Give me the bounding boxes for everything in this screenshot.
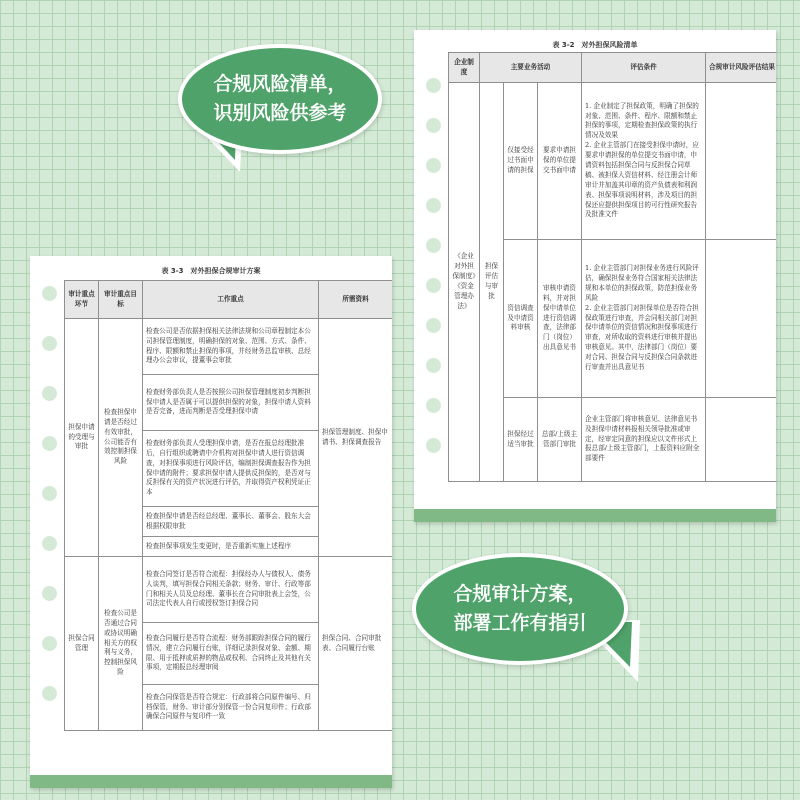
binder-hole <box>42 336 57 351</box>
binder-hole <box>426 78 441 93</box>
focus-cell: 检查合同签订是否符合流程：担保经办人与债权人、债务人谈判，填写担保合同相关条款；财务、审计、行政等部门和相关人员及总经理、董事长在合同审批表上会签，公司法定代表人自行或授权签订担保合同 <box>143 557 319 623</box>
result-cell <box>706 240 776 398</box>
condition-cell: 1. 企业制定了担保政策，明确了担保的对象、范围、条件、程序、限额和禁止担保的事项，定期检查担保政策的执行情况及效果 2. 企业主管部门在接受担保申请时，应要求申请担保的单位提交书面申请，申请资料包括担保合同与反担保合同草稿、被担保人资信材料、经注册会计师审计并加盖其印章的资产负债表和利润表、担保事项说明材料，涉及项目的担保还应提供担保项目的可行性研究报告及批准文件 <box>582 83 706 240</box>
sub-activity-cell: 审核申请资料，并对担保申请单位进行资信调查，法律部门（岗位）出具意见书 <box>538 240 582 398</box>
binder-hole <box>426 118 441 133</box>
binder-hole <box>426 398 441 413</box>
focus-cell: 检查担保事项发生变更时，是否重新实施上述程序 <box>143 537 319 557</box>
risk-list-page <box>414 30 776 522</box>
page-footer-bar <box>30 775 392 788</box>
sub-activity-cell: 要求申请担保的单位提交书面申请 <box>538 83 582 240</box>
bubble-line: 部署工作有指引 <box>453 612 587 634</box>
focus-cell: 检查合同履行是否符合流程：财务部跟踪担保合同的履行情况，建立合同履行台账，详细记录担保对象、金额、期限、用于抵押或质押的物品或权利、合同终止及其他有关事项，定期报总经理审阅 <box>143 623 319 685</box>
focus-cell: 检查担保申请是否经总经理、董事长、董事会、股东大会根据权限审批 <box>143 507 319 537</box>
result-cell <box>706 398 776 482</box>
bubble-line: 合规审计方案， <box>453 582 587 605</box>
table-caption: 表 3-3 对外担保合规审计方案 <box>161 267 261 275</box>
materials-cell: 担保管理制度、担保申请书、担保调查报告 <box>319 319 393 557</box>
binder-hole <box>42 386 57 401</box>
header-focus: 工作重点 <box>143 281 319 319</box>
speech-bubble-top <box>178 44 382 154</box>
binder-hole <box>42 586 57 601</box>
audit-plan-table <box>64 280 392 731</box>
binder-hole <box>42 686 57 701</box>
result-cell <box>706 83 776 240</box>
condition-cell: 1. 企业主管部门对担保业务进行风险评估，确保担保业务符合国家相关法律法规和本单位的担保政策，防范担保业务风险 2. 企业主管部门对担保单位是否符合担保政策进行审查，并会同相关部门对担保申请单位的资信情况和担保事项进行审查，对所收取的资料进行审核并提出审核意见。其中，法律部门（岗位）要对合同、担保合同与反担保合同条款进行审查并出具意见书 <box>582 240 706 398</box>
target-cell: 检查公司是否通过合同或协议明确相关方的权利与义务，控制担保风险 <box>99 557 143 731</box>
binder-hole <box>426 278 441 293</box>
binder-hole <box>426 238 441 253</box>
risk-list-table <box>448 52 776 482</box>
activity-cell: 仅接受经过书面申请的担保 <box>504 83 538 240</box>
page-footer-bar <box>414 509 776 522</box>
bubble-line: 合规风险清单， <box>213 72 347 95</box>
materials-cell: 担保合同、合同审批表、合同履行台账 <box>319 557 393 731</box>
binder-hole <box>42 486 57 501</box>
binder-hole <box>42 286 57 301</box>
header-stage: 审计重点环节 <box>65 281 99 319</box>
sub-activity-cell: 总部/上级主管部门审批 <box>538 398 582 482</box>
focus-cell: 检查公司是否依据担保相关法律法规和公司章程制定本公司担保管理制度，明确担保的对象、范围、方式、条件、程序、限额和禁止担保的事项，并经财务总监审核、总经理办公会审议，提董事会审批 <box>143 319 319 375</box>
stage-cell: 担保合同管理 <box>65 557 99 731</box>
binder-hole <box>426 318 441 333</box>
focus-cell: 检查财务部负责人是否按照公司担保管理制度初步判断担保申请人是否属于可以提供担保的对象，担保申请人资料是否完备，进而判断是否受理担保申请 <box>143 375 319 431</box>
header-target: 审计重点目标 <box>99 281 143 319</box>
header-result: 合规审计风险评估结果 <box>706 53 776 83</box>
focus-cell: 检查财务部负责人受理担保申请，是否在报总经理批准后，自行组织或聘请中介机构对担保申请人进行资信调查，对担保事项进行风险评估，编制担保调查报告作为担保申请的附件；要求担保申请人提供反担保的，是否对与反担保有关的资产状况进行评估，并取得资产权利凭证正本 <box>143 431 319 507</box>
activity-cell: 资信调查及申请资料审核 <box>504 240 538 398</box>
binder-hole <box>426 438 441 453</box>
binder-hole <box>426 158 441 173</box>
binder-hole <box>42 536 57 551</box>
binder-hole <box>42 636 57 651</box>
stage-cell: 担保申请的受理与审批 <box>65 319 99 557</box>
speech-bubble-bottom <box>412 553 628 665</box>
audit-plan-page <box>30 256 392 788</box>
focus-cell: 检查合同保管是否符合规定：行政部将合同原件编号、归档保管，财务、审计部分别保管一份合同复印件；行政部确保合同原件与复印件一致 <box>143 685 319 731</box>
header-conditions: 评估条件 <box>582 53 706 83</box>
activity-group-cell: 担保评估与审批 <box>480 83 504 482</box>
header-activity: 主要业务活动 <box>480 53 582 83</box>
target-cell: 检查担保申请是否经过有效审批，公司能否有效控制担保风险 <box>99 319 143 557</box>
binder-hole <box>42 436 57 451</box>
binder-hole <box>426 198 441 213</box>
header-materials: 所需资料 <box>319 281 393 319</box>
system-cell: 《企业对外担保制度》《资金管理办法》 <box>449 83 480 482</box>
table-caption: 表 3-2 对外担保风险清单 <box>552 41 638 49</box>
activity-cell: 担保经过适当审批 <box>504 398 538 482</box>
condition-cell: 企业主管部门将审核意见、法律意见书及担保申请材料报相关领导批准或审定，经审定同意的担保应以文件形式上报总部/上级主管部门，上报资料应附全部要件 <box>582 398 706 482</box>
binder-hole <box>426 358 441 373</box>
header-system: 企业制度 <box>449 53 480 83</box>
bubble-line: 识别风险供参考 <box>213 102 347 124</box>
